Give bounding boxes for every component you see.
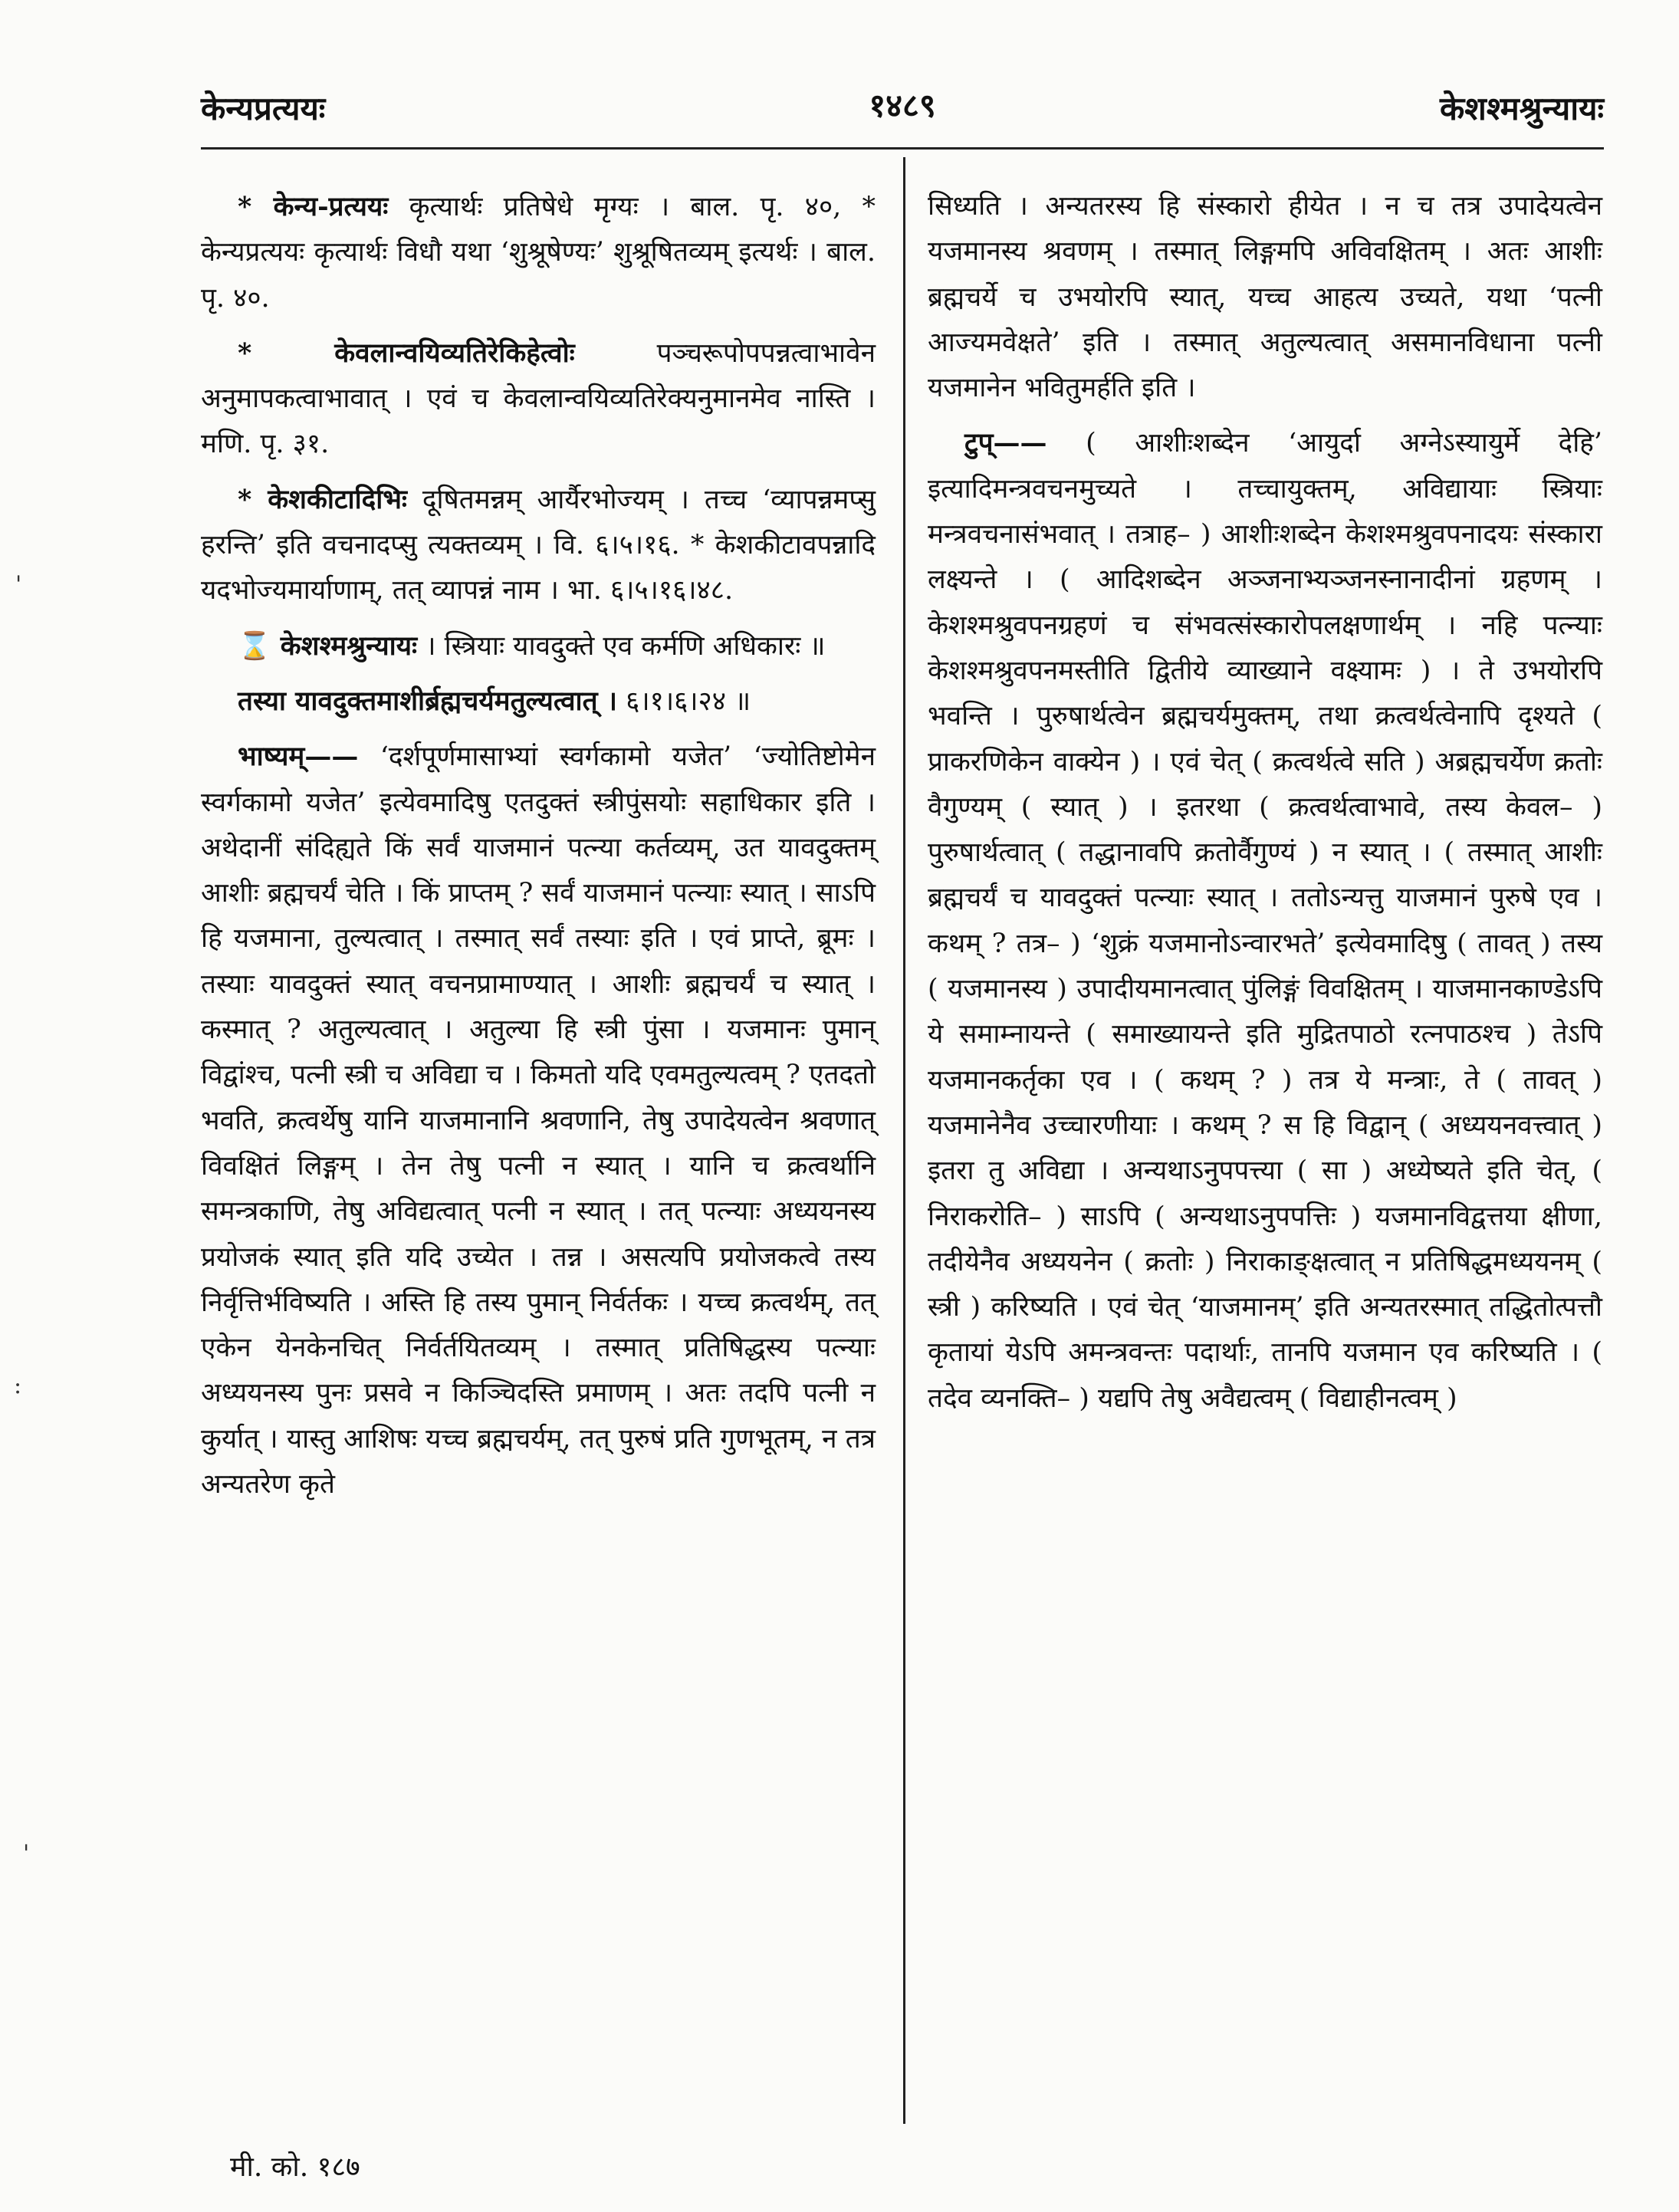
entry-text: पञ्चरूपोपपन्नत्वाभावेन अनुमापकत्वाभावात् । एवं च केवलान्वयिव्यतिरेक्यनुमानमेव नास्ति । मणि. पृ. ३१. bbox=[201, 337, 876, 460]
paragraph bbox=[201, 330, 876, 468]
entry-text: ६।१।६।२४ ॥ bbox=[617, 685, 751, 717]
page-number: १४८९ bbox=[869, 87, 936, 124]
paragraph bbox=[201, 623, 876, 669]
margin-mark: ' bbox=[23, 1840, 30, 1867]
paragraph bbox=[201, 184, 876, 321]
paragraph bbox=[201, 477, 876, 614]
paragraph bbox=[201, 679, 876, 725]
entry-text: ( आशीःशब्देन ‘आयुर्दा अग्नेऽस्यायुर्मे देहि’ इत्यादिमन्त्रवचनमुच्यते । तच्चायुक्तम्, अविद्यायाः स्त्रियाः मन्त्रवचनासंभवात् । तत्राह– ) आशीःशब्देन केशश्मश्रुवपनादयः संस्कारा लक्ष्यन्ते । ( आदिशब्देन अञ्जनाभ्यञ्जनस्नानादीनां ग्रहणम् । केशश्मश्रुवपनग्रहणं च संभवत्संस्कारोपलक्षणार्थम् । नहि पत्न्याः केशश्मश्रुवपनमस्तीति द्वितीये व्याख्याने वक्ष्यामः ) । ते उभयोरपि भवन्ति । पुरुषार्थत्वेन ब्रह्मचर्यमुक्तम्, तथा क्रत्वर्थत्वेनापि दृश्यते ( प्राकरणिकेन वाक्येन ) । एवं चेत् ( क्रत्वर्थत्वे सति ) अब्रह्मचर्येण क्रतोः वैगुण्यम् ( स्यात् ) । इतरथा ( क्रत्वर्थत्वाभावे, तस्य केवल– ) पुरुषार्थत्वात् ( तद्धानावपि क्रतोर्वैगुण्यं ) न स्यात् । ( तस्मात् आशीः ब्रह्मचर्यं च यावदुक्तं पत्न्याः स्यात् । ततोऽन्यत्तु याजमानं पुरुषे एव । कथम् ? तत्र– ) ‘शुक्रं यजमानोऽन्वारभते’ इत्येवमादिषु ( तावत् ) तस्य ( यजमानस्य ) उपादीयमानत्वात् पुंलिङ्गं विवक्षितम् । याजमानकाण्डेऽपि ये समाम्नायन्ते ( समाख्यायन्ते इति मुद्रितपाठो रत्नपाठश्च ) तेऽपि यजमानकर्तृका एव । ( कथम् ? ) तत्र ये मन्त्राः, ते ( तावत् ) यजमानेनैव उच्चारणीयाः । कथम् ? स हि विद्वान् ( अध्ययनवत्त्वात् ) इतरा तु अविद्या । अन्यथाऽनुपपत्त्या ( सा ) अध्येष्यते इति चेत्, ( निराकरोति– ) साऽपि ( अन्यथाऽनुपपत्तिः ) यजमानविद्वत्तया क्षीणा, तदीयेनैव अध्ययनेन ( क्रतोः ) निराकाङ्क्षत्वात् न प्रतिषिद्धमध्ययनम् ( स्त्री ) करिष्यति । एवं चेत् ‘याजमानम्’ इति अन्यतरस्मात् तद्धितोत्पत्तौ कृतायां येऽपि अमन्त्रवन्तः पदार्थाः, तानपि यजमान एव करिष्यति । ( तदेव व्यनक्ति– ) यद्यपि तेषु अवैद्यत्वम् ( विद्याहीनत्वम् ) bbox=[928, 428, 1602, 1414]
left-column bbox=[201, 184, 876, 1507]
header-rule bbox=[201, 147, 1604, 150]
page-header bbox=[201, 83, 1604, 136]
entry-heading: ⌛ केशश्मश्रुन्यायः bbox=[238, 629, 418, 662]
entry-text: कृत्यार्थः प्रतिषेधे मृग्यः । बाल. पृ. ४०, * केन्यप्रत्ययः कृत्यार्थः विधौ यथा ‘शुश्रूषेण्यः’ शुश्रूषितव्यम् इत्यर्थः । बाल. पृ. ४०. bbox=[201, 192, 876, 314]
margin-mark: : bbox=[14, 1372, 22, 1399]
paragraph bbox=[928, 420, 1602, 1422]
entry-text: दूषितमन्नम् आर्यैरभोज्यम् । तच्च ‘व्यापन्नमप्सु हरन्ति’ इति वचनादप्सु त्यक्तव्यम् । वि. ६।५।१६. * केशकीटावपन्नादि यदभोज्यमार्याणाम्, तत् व्यापन्नं नाम । भा. ६।५।१६।४८. bbox=[201, 484, 876, 606]
entry-heading: * केन्य-प्रत्ययः bbox=[238, 191, 389, 222]
margin-mark: ' bbox=[15, 571, 22, 598]
entry-heading: भाष्यम्—— bbox=[238, 741, 359, 773]
paragraph bbox=[201, 734, 876, 1507]
entry-heading: * केशकीटादिभिः bbox=[238, 483, 407, 515]
entry-heading: * केवलान्वयिव्यतिरेकिहेत्वोः bbox=[238, 337, 575, 369]
paragraph bbox=[928, 184, 1602, 411]
header-left-title: केन्यप्रत्ययः bbox=[201, 90, 326, 127]
entry-heading: टुप्—— bbox=[964, 427, 1047, 459]
column-divider bbox=[903, 157, 905, 2124]
entry-text: सिध्यति । अन्यतरस्य हि संस्कारो हीयेत । न च तत्र उपादेयत्वेन यजमानस्य श्रवणम् । तस्मात् लिङ्गमपि अविवक्षितम् । अतः आशीः ब्रह्मचर्ये च उभयोरपि स्यात्, यच्च आहत्य उच्यते, यथा ‘पत्नी आज्यमवेक्षते’ इति । तस्मात् अतुल्यत्वात् असमानविधाना पत्नी यजमानेन भवितुमर्हति इति । bbox=[928, 191, 1602, 404]
entry-text: । स्त्रियाः यावदुक्ते एव कर्मणि अधिकारः ॥ bbox=[417, 630, 826, 662]
right-column bbox=[928, 184, 1602, 1422]
entry-heading: तस्या यावदुक्तमाशीर्ब्रह्मचर्यमतुल्यत्वात् । bbox=[238, 685, 618, 717]
entry-text: ‘दर्शपूर्णमासाभ्यां स्वर्गकामो यजेत’ ‘ज्योतिष्टोमेन स्वर्गकामो यजेत’ इत्येवमादिषु एतदुक्तं स्त्रीपुंसयोः सहाधिकार इति । अथेदानीं संदिह्यते किं सर्वं याजमानं पत्न्या कर्तव्यम्, उत यावदुक्तम् आशीः ब्रह्मचर्यं चेति । किं प्राप्तम् ? सर्वं याजमानं पत्न्याः स्यात् । साऽपि हि यजमाना, तुल्यत्वात् । तस्मात् सर्वं तस्याः इति । एवं प्राप्ते, ब्रूमः । तस्याः यावदुक्तं स्यात् वचनप्रामाण्यात् । आशीः ब्रह्मचर्यं च स्यात् । कस्मात् ? अतुल्यत्वात् । अतुल्या हि स्त्री पुंसा । यजमानः पुमान् विद्वांश्च, पत्नी स्त्री च अविद्या च । किमतो यदि एवमतुल्यत्वम् ? एतदतो भवति, क्रत्वर्थेषु यानि याजमानानि श्रवणानि, तेषु उपादेयत्वेन श्रवणात् विवक्षितं लिङ्गम् । तेन तेषु पत्नी न स्यात् । यानि च क्रत्वर्थानि समन्त्रकाणि, तेषु अविद्यत्वात् पत्नी न स्यात् । तत् पत्न्याः अध्ययनस्य प्रयोजकं स्यात् इति यदि उच्येत । तन्न । असत्यपि प्रयोजकत्वे तस्य निर्वृत्तिर्भविष्यति । अस्ति हि तस्य पुमान् निर्वर्तकः । यच्च क्रत्वर्थम्, तत् एकेन येनकेनचित् निर्वर्तयितव्यम् । तस्मात् प्रतिषिद्धस्य पत्न्याः अध्ययनस्य पुनः प्रसवे न किञ्चिदस्ति प्रमाणम् । अतः तदपि पत्नी न कुर्यात् । यास्तु आशिषः यच्च ब्रह्मचर्यम्, तत् पुरुषं प्रति गुणभूतम्, न तत्र अन्यतरेण कृते bbox=[201, 741, 876, 1500]
header-right-title: केशश्मश्रुन्यायः bbox=[1440, 90, 1604, 127]
footer-signature: मी. को. १८७ bbox=[230, 2151, 360, 2183]
